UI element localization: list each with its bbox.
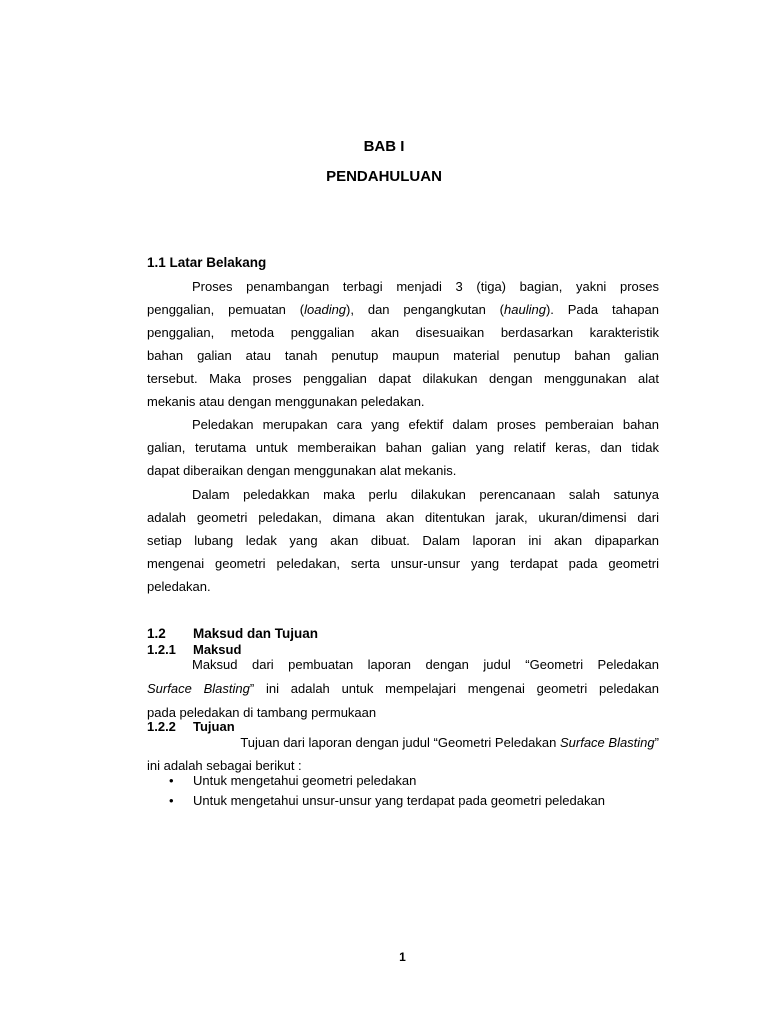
text-line: peledakan.	[147, 579, 211, 594]
section-title: Maksud dan Tujuan	[193, 626, 319, 641]
text-line: penggalian, metoda penggalian akan disesuaikan berdasarkan karakteristik	[147, 325, 659, 340]
section-heading-latar-belakang: 1.1 Latar Belakang	[147, 255, 267, 270]
text-line: setiap lubang ledak yang akan dibuat. Dalam laporan ini akan dipaparkan	[147, 533, 659, 548]
list-item: • Untuk mengetahui unsur-unsur yang terdapat pada geometri peledakan	[147, 791, 667, 811]
text-line: penggalian, pemuatan (loading), dan pengangkutan (hauling). Pada tahapan	[147, 302, 659, 317]
list-item: • Untuk mengetahui geometri peledakan	[147, 771, 667, 791]
section-number: 1.2	[147, 626, 166, 641]
text-line: dapat diberaikan dengan menggunakan alat mekanis.	[147, 463, 457, 478]
text-line: Peledakan merupakan cara yang efektif dalam proses pemberaian bahan	[192, 417, 659, 432]
page-number: 1	[399, 950, 406, 964]
paragraph-latar-belakang-2	[147, 413, 659, 482]
chapter-label: BAB I	[363, 138, 405, 155]
text-line: pada peledakan di tambang permukaan	[147, 705, 377, 720]
subsection-number: 1.2.1	[147, 642, 176, 657]
text-line: tersebut. Maka proses penggalian dapat dilakukan dengan menggunakan alat	[147, 371, 659, 386]
text-line: ini adalah sebagai berikut :	[147, 758, 302, 773]
bullet-icon: •	[169, 773, 174, 788]
bullet-icon: •	[169, 793, 174, 808]
text-line: Tujuan dari laporan dengan judul “Geometri Peledakan Surface Blasting”	[240, 735, 659, 750]
text-line: galian, terutama untuk memberaikan bahan galian yang relatif keras, dan tidak	[147, 440, 659, 455]
paragraph-maksud	[147, 653, 659, 725]
text-line: Maksud dari pembuatan laporan dengan judul “Geometri Peledakan	[192, 657, 659, 672]
text-line: adalah geometri peledakan, dimana akan ditentukan jarak, ukuran/dimensi dari	[147, 510, 659, 525]
text-line: bahan galian atau tanah penutup maupun material penutup bahan galian	[147, 348, 659, 363]
text-line: mengenai geometri peledakan, serta unsur-unsur yang terdapat pada geometri	[147, 556, 659, 571]
paragraph-latar-belakang-3	[147, 483, 659, 598]
text-line: Proses penambangan terbagi menjadi 3 (tiga) bagian, yakni proses	[192, 279, 659, 294]
subsection-number: 1.2.2	[147, 719, 176, 734]
subsection-title: Tujuan	[193, 719, 235, 734]
chapter-title: PENDAHULUAN	[326, 168, 442, 185]
section-heading-maksud-tujuan	[147, 626, 318, 641]
text-line: Surface Blasting” ini adalah untuk mempelajari mengenai geometri peledakan	[147, 681, 659, 696]
paragraph-latar-belakang-1	[147, 275, 659, 413]
objectives-list	[147, 771, 667, 811]
subsection-title: Maksud	[193, 642, 242, 657]
text-line: Dalam peledakkan maka perlu dilakukan perencanaan salah satunya	[192, 487, 659, 502]
text-line: mekanis atau dengan menggunakan peledakan.	[147, 394, 425, 409]
